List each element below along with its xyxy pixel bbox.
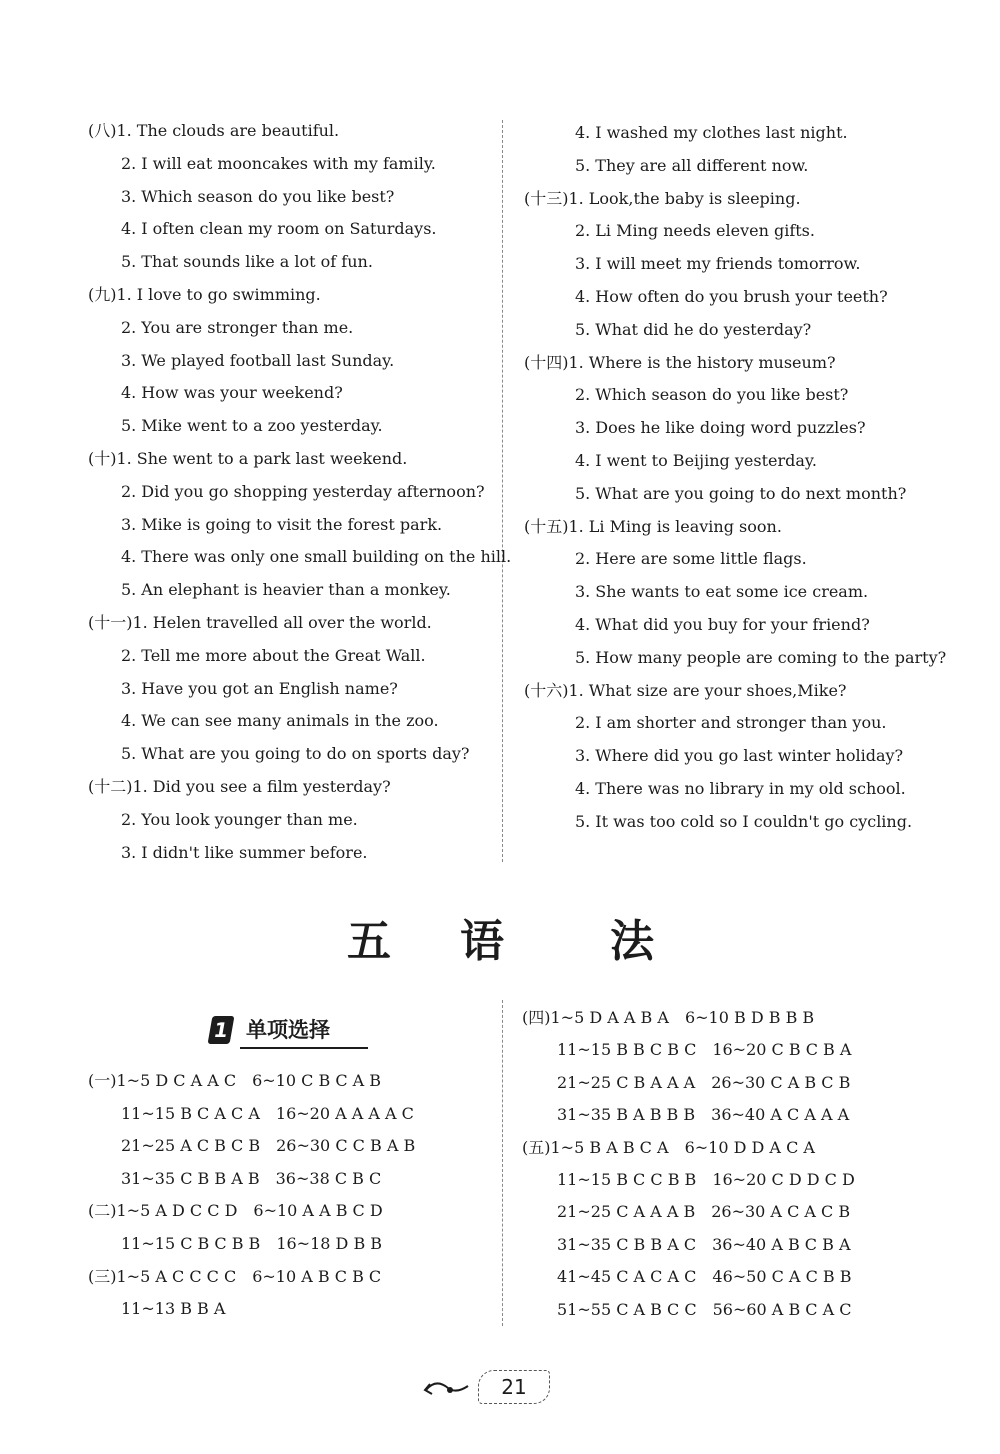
item-number: (九)1. <box>88 285 132 304</box>
sentence-line <box>88 121 339 141</box>
item-number: 5. <box>121 580 137 600</box>
answer-line <box>522 1008 814 1028</box>
item-number: 4. <box>121 547 137 567</box>
item-number: (十一)1. <box>88 613 148 632</box>
sentence-line <box>575 221 815 241</box>
sentence-line <box>121 515 442 535</box>
answer-range-b: 16~20 C D D C D <box>712 1170 855 1189</box>
item-number: 4. <box>575 123 591 142</box>
answer-range-b: 16~20 A A A A C <box>275 1103 414 1123</box>
answer-range-a: 1~5 D A A B A <box>550 1008 669 1027</box>
sentence-line <box>121 547 511 567</box>
sentence-text: I will eat mooncakes with my family. <box>141 153 436 173</box>
answer-line <box>557 1170 855 1190</box>
sentence-text: How was your weekend? <box>141 383 343 403</box>
answer-range-b: 6~10 C B C A B <box>252 1071 382 1090</box>
sentence-line <box>121 679 398 699</box>
sentence-line <box>575 385 848 405</box>
item-number: 3. <box>575 254 591 274</box>
answer-line <box>557 1040 851 1060</box>
sentence-line <box>575 451 817 471</box>
section-title <box>0 905 1000 969</box>
answer-range-a: 1~5 A C C C C <box>116 1266 237 1286</box>
sentence-line <box>575 254 860 274</box>
sentence-text: I will meet my friends tomorrow. <box>595 254 861 274</box>
group-number: (四) <box>522 1008 551 1027</box>
sentence-line <box>121 646 426 666</box>
answer-line <box>557 1267 852 1287</box>
sentence-line <box>575 582 868 602</box>
answer-line <box>557 1202 850 1222</box>
sentence-text: What are you going to do on sports day? <box>141 744 470 764</box>
sentence-text: They are all different now. <box>595 155 809 175</box>
item-number: 2. <box>575 221 591 241</box>
group-number: (二) <box>88 1201 117 1221</box>
sentence-text: Mike went to a zoo yesterday. <box>141 416 383 436</box>
answer-line <box>557 1300 852 1320</box>
sentence-line <box>121 219 436 239</box>
sentence-text: The clouds are beautiful. <box>136 121 340 140</box>
answer-line <box>121 1169 381 1189</box>
sentence-text: Did you go shopping yesterday afternoon? <box>141 481 485 501</box>
item-number: 3. <box>575 746 591 766</box>
sentence-text: Here are some little flags. <box>595 549 807 569</box>
sentence-line <box>575 287 888 307</box>
answer-range-b: 36~40 A C A A A <box>711 1105 850 1125</box>
answer-range-a: 11~15 B C C B B <box>557 1170 697 1189</box>
answer-range-a: 31~35 B A B B B <box>557 1105 696 1125</box>
answer-range-b: 46~50 C A C B B <box>712 1267 852 1287</box>
sentence-text: I went to Beijing yesterday. <box>595 451 817 470</box>
answer-line <box>121 1104 414 1124</box>
answer-line <box>121 1234 382 1254</box>
sentence-text: I love to go swimming. <box>136 285 321 304</box>
sentence-text: What did he do yesterday? <box>595 319 812 339</box>
sentence-line <box>121 154 436 174</box>
group-number: (三) <box>88 1266 117 1286</box>
sentence-line <box>575 156 808 176</box>
sentence-line <box>121 744 470 764</box>
answer-range-b: 36~38 C B C <box>275 1168 382 1188</box>
sentence-text: There was no library in my old school. <box>595 779 906 798</box>
item-number: 3. <box>121 514 137 534</box>
sentence-text: Helen travelled all over the world. <box>152 613 432 632</box>
sentence-text: How many people are coming to the party? <box>595 647 947 667</box>
sentence-line <box>121 187 394 207</box>
sentence-text: Tell me more about the Great Wall. <box>141 645 426 665</box>
sentence-line <box>575 746 903 766</box>
sentence-line <box>121 711 439 731</box>
answer-range-a: 21~25 C A A A B <box>557 1202 696 1222</box>
sentence-text: There was only one small building on the hill. <box>141 547 512 567</box>
answer-range-b: 26~30 C A B C B <box>711 1072 851 1092</box>
sentence-text: Does he like doing word puzzles? <box>595 418 866 438</box>
item-number: 3. <box>121 842 137 862</box>
item-number: (八)1. <box>88 121 132 140</box>
sentence-line <box>121 416 383 436</box>
answer-range-a: 11~15 B B C B C <box>557 1040 697 1060</box>
item-number: 2. <box>575 549 591 569</box>
item-number: 3. <box>121 186 137 206</box>
answer-range-a: 21~25 A C B C B <box>121 1136 261 1156</box>
answer-range-a: 11~13 B B A <box>121 1299 226 1319</box>
group-number: (五) <box>522 1137 551 1157</box>
answer-range-a: 21~25 C B A A A <box>557 1072 696 1092</box>
item-number: 2. <box>121 317 137 337</box>
item-number: (十三)1. <box>524 188 584 208</box>
sentence-text: What size are your shoes,Mike? <box>588 680 847 700</box>
item-number: 3. <box>575 582 591 602</box>
sentence-line <box>524 517 782 537</box>
item-number: 3. <box>575 418 591 438</box>
sentence-line <box>575 779 906 799</box>
item-number: 2. <box>575 713 591 733</box>
answer-line <box>557 1235 851 1255</box>
sentence-text: Where is the history museum? <box>588 352 836 372</box>
answer-line <box>557 1073 850 1093</box>
item-number: 4. <box>121 711 137 731</box>
answer-range-a: 11~15 C B C B B <box>121 1234 261 1253</box>
answer-line <box>557 1105 849 1125</box>
sentence-line <box>575 812 912 832</box>
sentence-text: What are you going to do next month? <box>595 483 907 503</box>
item-number: 4. <box>575 615 591 634</box>
sentence-line <box>575 418 866 438</box>
sentence-text: How often do you brush your teeth? <box>595 287 888 306</box>
subsection-underline <box>240 1047 368 1049</box>
item-number: 2. <box>121 481 137 501</box>
item-number: 4. <box>575 779 591 798</box>
answer-line <box>522 1138 815 1158</box>
page-number: 21 <box>478 1370 550 1404</box>
item-number: (十)1. <box>88 449 132 468</box>
group-number: (一) <box>88 1071 117 1090</box>
answer-line <box>88 1201 383 1221</box>
answer-line <box>88 1071 381 1091</box>
item-number: 5. <box>575 319 591 339</box>
sentence-text: Did you see a film yesterday? <box>152 777 391 796</box>
item-number: 5. <box>575 811 591 831</box>
sentence-line <box>524 681 847 701</box>
sentence-text: You look younger than me. <box>141 809 358 829</box>
subsection-number-badge: 1 <box>208 1016 235 1044</box>
item-number: 5. <box>575 647 591 667</box>
item-number: 2. <box>121 645 137 665</box>
page-footer <box>420 1370 560 1406</box>
item-number: (十五)1. <box>524 516 584 536</box>
sentence-line <box>121 351 394 371</box>
sentence-text: She went to a park last weekend. <box>136 449 408 468</box>
sentence-line <box>88 285 321 305</box>
sentence-line <box>121 252 373 272</box>
top-column-divider <box>502 120 503 862</box>
sentence-text: I didn't like summer before. <box>141 842 368 862</box>
answer-range-b: 26~30 A C A C B <box>711 1202 851 1222</box>
sentence-line <box>88 613 432 633</box>
answer-range-a: 41~45 C A C A C <box>557 1267 697 1287</box>
sentence-text: Which season do you like best? <box>141 186 395 206</box>
sentence-line <box>575 484 906 504</box>
sentence-text: An elephant is heavier than a monkey. <box>141 580 451 600</box>
answer-range-a: 11~15 B C A C A <box>121 1103 260 1123</box>
sentence-text: Li Ming is leaving soon. <box>588 516 782 536</box>
answer-range-b: 6~10 D D A C A <box>684 1137 815 1157</box>
item-number: 2. <box>121 809 137 829</box>
answer-range-b: 6~10 A A B C D <box>253 1201 383 1221</box>
sentence-text: We played football last Sunday. <box>141 350 395 370</box>
answer-range-a: 1~5 B A B C A <box>550 1137 669 1157</box>
sentence-line <box>121 482 485 502</box>
answer-range-a: 31~35 C B B A B <box>121 1168 260 1188</box>
answer-line <box>121 1136 415 1156</box>
sentence-line <box>575 549 807 569</box>
item-number: 4. <box>121 383 137 403</box>
sentence-line <box>524 353 836 373</box>
sentence-text: Have you got an English name? <box>141 678 398 698</box>
section-title-char: 语 <box>460 916 504 967</box>
answer-range-a: 1~5 D C A A C <box>116 1071 237 1090</box>
answer-range-b: 6~10 B D B B B <box>684 1008 815 1027</box>
item-number: 4. <box>575 287 591 306</box>
item-number: (十六)1. <box>524 680 584 700</box>
item-number: 2. <box>121 153 137 173</box>
sentence-text: Li Ming needs eleven gifts. <box>595 221 815 241</box>
sentence-line <box>575 615 870 635</box>
sentence-line <box>121 383 343 403</box>
sentence-line <box>575 648 946 668</box>
sentence-text: It was too cold so I couldn't go cycling. <box>595 811 913 831</box>
sentence-text: You are stronger than me. <box>141 317 354 337</box>
sentence-line <box>575 713 886 733</box>
item-number: 5. <box>121 744 137 764</box>
sentence-line <box>121 580 451 600</box>
item-number: 3. <box>121 678 137 698</box>
sentence-text: She wants to eat some ice cream. <box>595 582 869 602</box>
answer-line <box>88 1267 381 1287</box>
sentence-text: That sounds like a lot of fun. <box>141 252 373 272</box>
subsection-heading <box>210 1014 370 1050</box>
item-number: (十四)1. <box>524 352 584 372</box>
answer-line <box>121 1299 241 1319</box>
subsection-label: 单项选择 <box>246 1018 330 1042</box>
item-number: 5. <box>121 252 137 272</box>
bottom-column-divider <box>502 1000 503 1326</box>
sentence-line <box>88 777 391 797</box>
sentence-line <box>88 449 407 469</box>
section-title-char: 法 <box>610 916 654 967</box>
item-number: (十二)1. <box>88 777 148 796</box>
sentence-line <box>121 810 358 830</box>
answer-range-b: 56~60 A B C A C <box>712 1299 852 1319</box>
answer-range-b: 26~30 C C B A B <box>276 1136 416 1156</box>
item-number: 5. <box>575 155 591 175</box>
sentence-text: I am shorter and stronger than you. <box>595 713 887 733</box>
sentence-text: Where did you go last winter holiday? <box>595 746 904 766</box>
answer-range-b: 16~18 D B B <box>276 1234 383 1253</box>
decorative-arrow-icon <box>422 1376 474 1400</box>
sentence-text: We can see many animals in the zoo. <box>141 711 439 731</box>
item-number: 5. <box>121 416 137 436</box>
sentence-line <box>575 320 811 340</box>
sentence-line <box>121 843 368 863</box>
sentence-line <box>121 318 353 338</box>
sentence-line <box>524 189 801 209</box>
item-number: 4. <box>575 451 591 470</box>
section-title-char: 五 <box>347 916 391 967</box>
sentence-text: Mike is going to visit the forest park. <box>141 514 443 534</box>
answer-range-a: 31~35 C B B A C <box>557 1234 697 1254</box>
answer-range-a: 51~55 C A B C C <box>557 1299 697 1319</box>
sentence-line <box>575 123 848 143</box>
item-number: 5. <box>575 483 591 503</box>
answer-range-b: 36~40 A B C B A <box>712 1234 851 1254</box>
item-number: 4. <box>121 219 137 239</box>
item-number: 2. <box>575 385 591 405</box>
item-number: 3. <box>121 350 137 370</box>
answer-range-b: 16~20 C B C B A <box>712 1040 852 1060</box>
answer-range-b: 6~10 A B C B C <box>252 1266 382 1286</box>
answer-range-a: 1~5 A D C C D <box>116 1201 238 1221</box>
sentence-text: Look,the baby is sleeping. <box>588 188 801 208</box>
sentence-text: I washed my clothes last night. <box>595 123 848 142</box>
sentence-text: I often clean my room on Saturdays. <box>141 219 437 239</box>
sentence-text: Which season do you like best? <box>595 385 849 405</box>
sentence-text: What did you buy for your friend? <box>595 615 870 634</box>
